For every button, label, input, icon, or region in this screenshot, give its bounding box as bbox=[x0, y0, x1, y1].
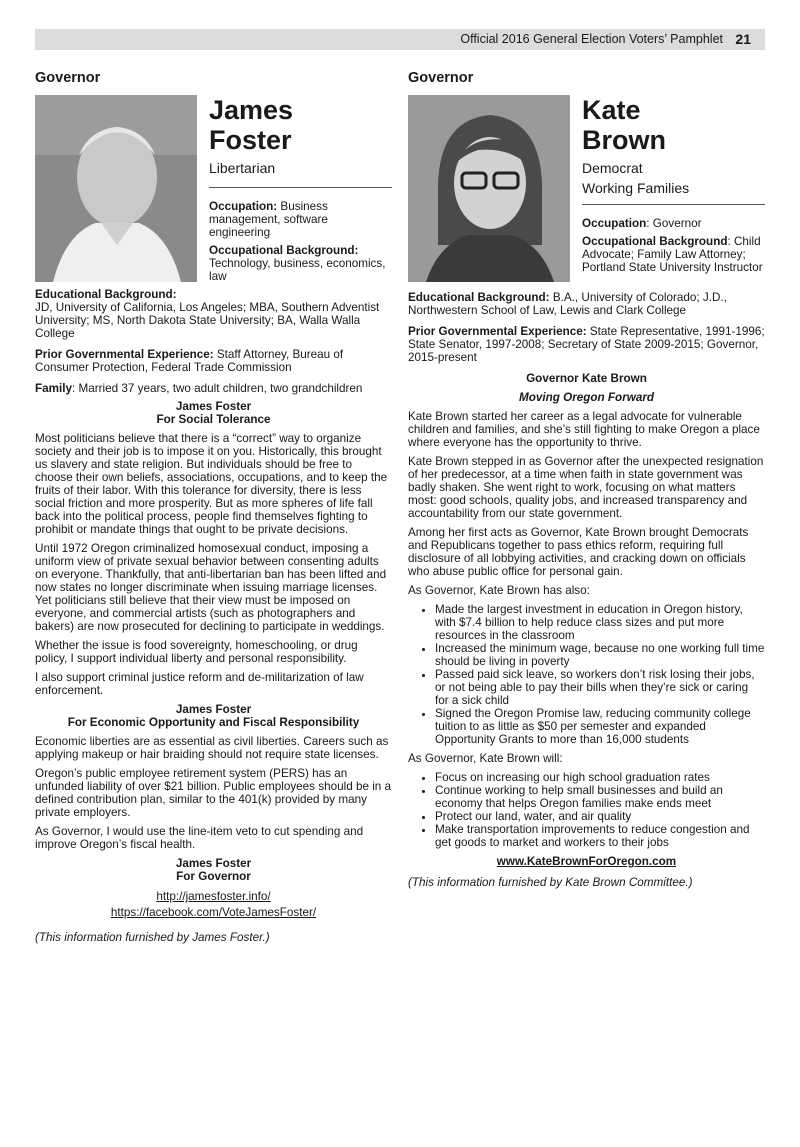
paragraph: Whether the issue is food sovereignty, homeschooling, or drug policy, I support individual liberty and personal responsibility. bbox=[35, 639, 358, 665]
goals-list bbox=[408, 771, 765, 849]
divider bbox=[209, 187, 392, 188]
candidate-photo-foster bbox=[35, 95, 197, 282]
educational-background: JD, University of California, Los Angeles; MBA, Southern Adventist University; MS, North Dakota State University; BA, Walla Walla College bbox=[35, 301, 380, 340]
list-item: • Protect our land, water, and air quality bbox=[435, 810, 765, 823]
name-first: Kate bbox=[582, 95, 641, 125]
paragraph: Oregon’s public employee retirement system (PERS) has an unfunded liability of over $21 billion. Public employees should be in a defined contribution plan, similar to the 401(k) provided by many private employers. bbox=[35, 767, 392, 819]
facebook-link[interactable]: https://facebook.com/VoteJamesFoster/ bbox=[110, 906, 317, 919]
occupational-background: Occupational Background: Child Advocate; Family Law Attorney; Portland State University Instructor bbox=[582, 235, 763, 274]
name-last: Foster bbox=[209, 125, 292, 155]
educational-background-label: Educational Background: bbox=[35, 288, 177, 301]
educational-background: Educational Background: B.A., University of Colorado; J.D., Northwestern School of Law, Lewis and Clark College bbox=[408, 291, 727, 317]
occupation: Occupation: Business management, software engineering bbox=[209, 200, 328, 239]
occupational-background: Occupational Background: Technology, business, economics, law bbox=[209, 244, 386, 283]
paragraph: As Governor, I would use the line-item veto to cut spending and improve Oregon’s fiscal health. bbox=[35, 825, 364, 851]
list-item: • Passed paid sick leave, so workers don’t risk losing their jobs, or not being able to pay their bills when they’re sick or caring for a sick child bbox=[435, 668, 765, 707]
statement-heading-governor: James Foster For Governor bbox=[175, 857, 252, 883]
website-link[interactable]: http://jamesfoster.info/ bbox=[156, 890, 271, 903]
page-number: 21 bbox=[735, 31, 751, 47]
race-title: Governor bbox=[35, 70, 101, 86]
furnished-note: (This information furnished by Kate Brown Committee.) bbox=[408, 876, 693, 889]
accomplishments-list bbox=[408, 603, 765, 746]
statement-subheading: Moving Oregon Forward bbox=[518, 391, 655, 404]
candidate-column-foster bbox=[35, 70, 392, 944]
paragraph: I also support criminal justice reform and de-militarization of law enforcement. bbox=[35, 671, 364, 697]
list-item: • Continue working to help small businesses and build an economy that helps Oregon families make ends meet bbox=[435, 784, 765, 810]
links bbox=[35, 889, 392, 921]
paragraph: As Governor, Kate Brown has also: bbox=[408, 584, 590, 597]
party: Democrat Working Families bbox=[582, 160, 690, 196]
statement-heading: Governor Kate Brown bbox=[526, 372, 647, 385]
list-item: • Increased the minimum wage, because no one working full time should be living in poverty bbox=[435, 642, 765, 668]
name-last: Brown bbox=[582, 125, 666, 155]
furnished-note: (This information furnished by James Foster.) bbox=[35, 931, 270, 944]
occupation: Occupation: Governor bbox=[582, 217, 702, 230]
paragraph: Kate Brown started her career as a legal advocate for vulnerable children and families, and she’s still fighting to make Oregon a place where everyone has the opportunity to thrive. bbox=[408, 410, 760, 449]
statement-heading-economic: James Foster For Economic Opportunity and Fiscal Responsibility bbox=[67, 703, 360, 729]
name-first: James bbox=[209, 95, 294, 125]
family: Family: Married 37 years, two adult children, two grandchildren bbox=[35, 382, 363, 395]
paragraph: Economic liberties are as essential as civil liberties. Careers such as applying makeup or hair braiding should not require state licenses. bbox=[35, 735, 389, 761]
candidate-column-brown bbox=[408, 70, 765, 889]
governmental-experience: Prior Governmental Experience: State Representative, 1991-1996; State Senator, 1997-2008; Secretary of State 2009-2015; Governor, 2015-present bbox=[408, 325, 765, 364]
candidate-photo-brown bbox=[408, 95, 570, 282]
party: Libertarian bbox=[209, 160, 276, 176]
governmental-experience: Prior Governmental Experience: Staff Attorney, Bureau of Consumer Protection, Federal Trade Commission bbox=[35, 348, 344, 374]
list-item: • Make transportation improvements to reduce congestion and get goods to market and workers to their jobs bbox=[435, 823, 765, 849]
divider bbox=[582, 204, 765, 205]
website-link[interactable]: www.KateBrownForOregon.com bbox=[496, 855, 677, 868]
paragraph: Among her first acts as Governor, Kate Brown brought Democrats and Republicans together to pass ethics reform, requiring full disclosure of all lobbying activities, and cracking down on officials who abuse public office for personal gain. bbox=[408, 526, 749, 578]
paragraph: As Governor, Kate Brown will: bbox=[408, 752, 563, 765]
race-title: Governor bbox=[408, 70, 474, 86]
pamphlet-title: Official 2016 General Election Voters’ Pamphlet bbox=[460, 32, 723, 46]
paragraph: Most politicians believe that there is a “correct” way to organize society and their job is to impose it on you. Historically, this brought us slavery and state religion. But individuals should be free to choose their own beliefs, associations, occupations, and to keep the fruits of their labor. With this tolerance for diversity, there is less social friction and more prosperity. But as more spheres of life fall back into the political process, people find themselves fighting to prohibit or mandate things that ought to be private decisions. bbox=[35, 432, 388, 536]
paragraph: Kate Brown stepped in as Governor after the unexpected resignation of her predecessor, at a time when faith in state government was badly shaken. She went right to work, focusing on what matters most: good schools, quality jobs, and increased transparency and accountability from our state government. bbox=[408, 455, 764, 520]
list-item: • Made the largest investment in education in Oregon history, with $7.4 billion to help reduce class sizes and put more resources in the classroom bbox=[435, 603, 765, 642]
statement-heading-social: James Foster For Social Tolerance bbox=[156, 400, 271, 426]
list-item: • Focus on increasing our high school graduation rates bbox=[435, 771, 765, 784]
paragraph: Until 1972 Oregon criminalized homosexual conduct, imposing a uniform view of private sexual behavior between consenting adults on everyone. Thankfully, that anti-libertarian ban has been lifted and now states no longer discriminate when issuing marriage licenses. Yet politicians still believe that their view must be imposed on everyone, and commercial artists (such as photographers and bakers) are now prosecuted for declining to participate in weddings. bbox=[35, 542, 387, 633]
page-header bbox=[35, 29, 765, 50]
list-item: • Signed the Oregon Promise law, reducing community college tuition to as little as $50 per semester and expanded Opportunity Grants to more than 16,000 students bbox=[435, 707, 765, 746]
